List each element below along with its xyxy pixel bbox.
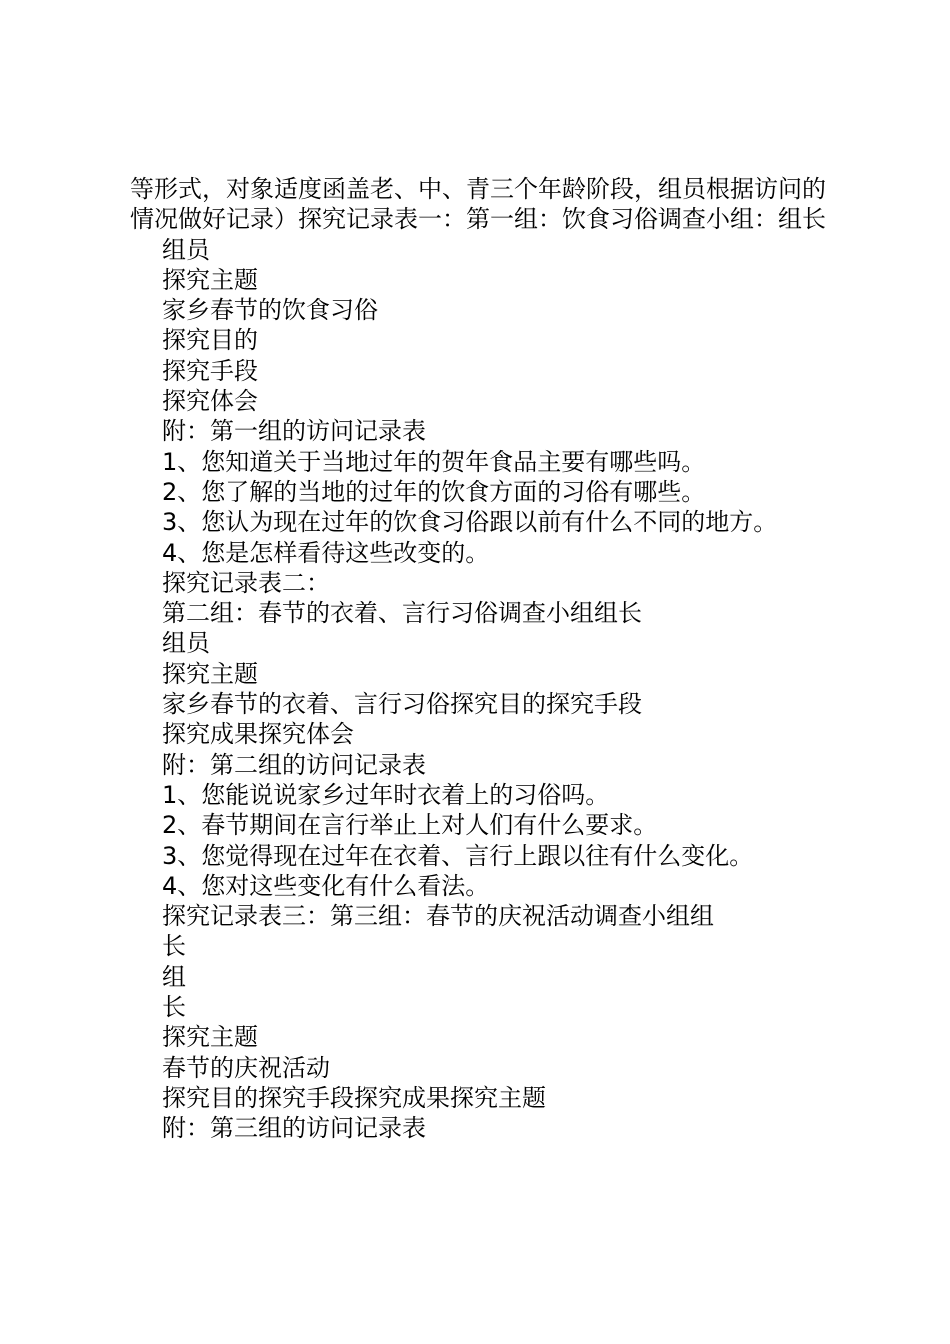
line-question-2-1: 1、您能说说家乡过年时衣着上的习俗吗。 (162, 780, 610, 809)
line-question-2-2: 2、春节期间在言行举止上对人们有什么要求。 (162, 811, 658, 840)
line-record-table-3: 探究记录表三：第三组：春节的庆祝活动调查小组组 (162, 902, 714, 931)
line-record-table-2: 探究记录表二： (162, 568, 330, 597)
line-question-2-3: 3、您觉得现在过年在衣着、言行上跟以往有什么变化。 (162, 841, 754, 870)
line-experience-1: 探究体会 (162, 387, 258, 416)
line-results-2: 探究成果探究体会 (162, 720, 354, 749)
document-body (130, 174, 830, 1144)
line-group-2-title: 第二组：春节的衣着、言行习俗调查小组组长 (162, 599, 642, 628)
line-appendix-3: 附：第三组的访问记录表 (162, 1114, 426, 1143)
line-question-2-4: 4、您对这些变化有什么看法。 (162, 871, 490, 900)
line-topic-1-value: 家乡春节的饮食习俗 (162, 296, 378, 325)
intro-paragraph: 等形式，对象适度函盖老、中、青三个年龄阶段，组员根据访问的情况做好记录）探究记录表一：第一组：饮食习俗调查小组：组长 (130, 175, 826, 234)
line-leader-3b: 组 (162, 962, 186, 991)
line-topic-3-value: 春节的庆祝活动 (162, 1053, 330, 1082)
line-members-1: 组员 (162, 235, 210, 264)
line-purpose-3: 探究目的探究手段探究成果探究主题 (162, 1083, 546, 1112)
line-question-1-4: 4、您是怎样看待这些改变的。 (162, 538, 490, 567)
line-members-2: 组员 (162, 629, 210, 658)
line-appendix-2: 附：第二组的访问记录表 (162, 750, 426, 779)
line-leader-3a: 长 (162, 932, 186, 961)
line-topic-2: 探究主题 (162, 659, 258, 688)
line-topic-1: 探究主题 (162, 265, 258, 294)
line-question-1-1: 1、您知道关于当地过年的贺年食品主要有哪些吗。 (162, 447, 706, 476)
line-method-1: 探究手段 (162, 356, 258, 385)
line-topic-2-value: 家乡春节的衣着、言行习俗探究目的探究手段 (162, 690, 642, 719)
line-question-1-3: 3、您认为现在过年的饮食习俗跟以前有什么不同的地方。 (162, 508, 778, 537)
line-topic-3: 探究主题 (162, 1023, 258, 1052)
line-leader-3c: 长 (162, 993, 186, 1022)
line-question-1-2: 2、您了解的当地的过年的饮食方面的习俗有哪些。 (162, 477, 706, 506)
line-purpose-1: 探究目的 (162, 326, 258, 355)
line-appendix-1: 附：第一组的访问记录表 (162, 417, 426, 446)
